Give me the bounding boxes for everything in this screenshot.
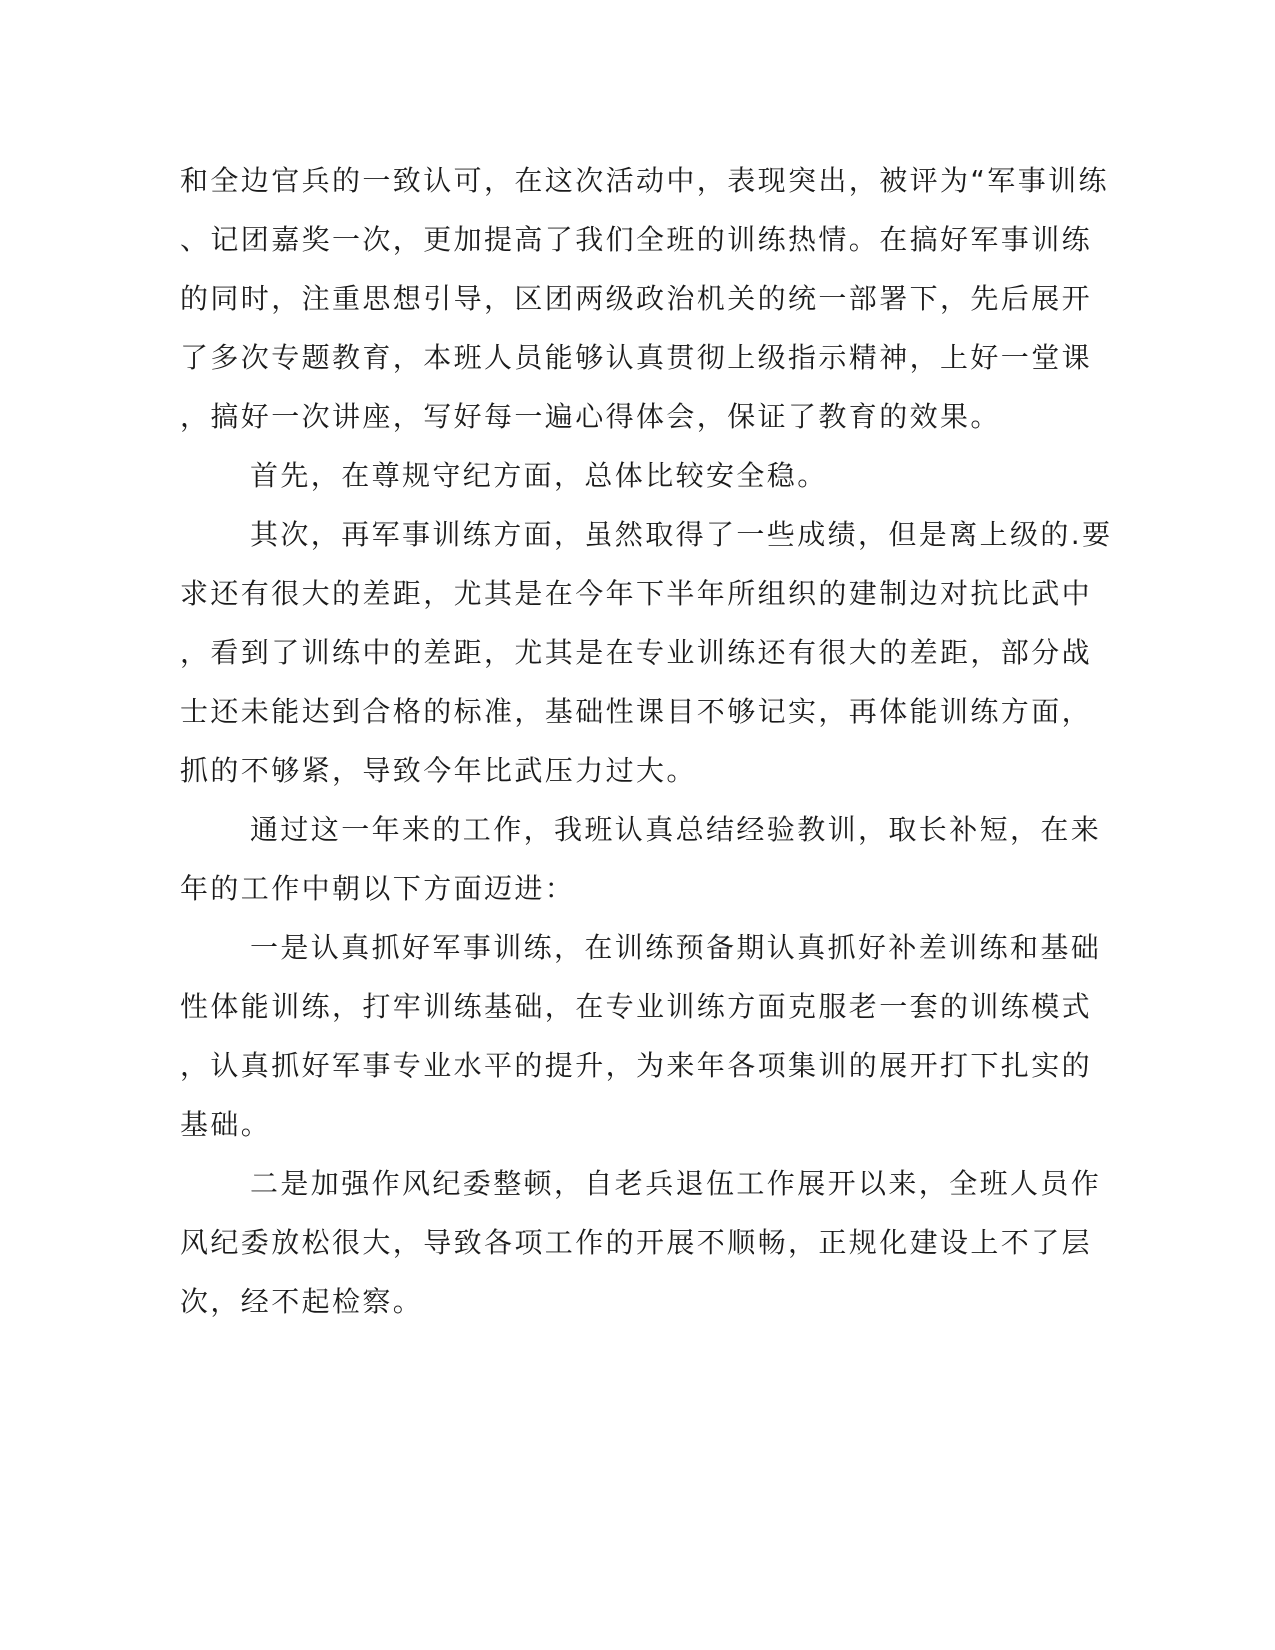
text-line: 基础。 bbox=[180, 1108, 272, 1141]
paragraph-start-line: 一是认真抓好军事训练，在训练预备期认真抓好补差训练和基础 bbox=[250, 931, 1102, 964]
text-line: 次，经不起检察。 bbox=[180, 1285, 424, 1318]
text-line: 、记团嘉奖一次，更加提高了我们全班的训练热情。在搞好军事训练 bbox=[180, 223, 1093, 256]
text-line: 的同时，注重思想引导，区团两级政治机关的统一部署下，先后展开 bbox=[180, 282, 1093, 315]
text-line: 性体能训练，打牢训练基础，在专业训练方面克服老一套的训练模式 bbox=[180, 990, 1093, 1023]
paragraph-start-line: 其次，再军事训练方面，虽然取得了一些成绩，但是离上级的.要 bbox=[250, 518, 1113, 551]
text-line: 了多次专题教育，本班人员能够认真贯彻上级指示精神，上好一堂课 bbox=[180, 341, 1093, 374]
paragraph-start-line: 二是加强作风纪委整顿，自老兵退伍工作展开以来，全班人员作 bbox=[250, 1167, 1102, 1200]
text-line: ，搞好一次讲座，写好每一遍心得体会，保证了教育的效果。 bbox=[180, 400, 1001, 433]
paragraph-start-line: 首先，在尊规守纪方面，总体比较安全稳。 bbox=[250, 459, 828, 492]
text-line: 求还有很大的差距，尤其是在今年下半年所组织的建制边对抗比武中 bbox=[180, 577, 1093, 610]
text-line: 士还未能达到合格的标准，基础性课目不够记实，再体能训练方面， bbox=[180, 695, 1093, 728]
text-line: 年的工作中朝以下方面迈进： bbox=[180, 872, 576, 905]
text-line: 风纪委放松很大，导致各项工作的开展不顺畅，正规化建设上不了层 bbox=[180, 1226, 1093, 1259]
text-line: 抓的不够紧，导致今年比武压力过大。 bbox=[180, 754, 697, 787]
text-line: ，看到了训练中的差距，尤其是在专业训练还有很大的差距，部分战 bbox=[180, 636, 1093, 669]
text-line: 和全边官兵的一致认可，在这次活动中，表现突出，被评为“军事训练 bbox=[180, 164, 1109, 197]
paragraph-start-line: 通过这一年来的工作，我班认真总结经验教训，取长补短，在来 bbox=[250, 813, 1102, 846]
text-line: ，认真抓好军事专业水平的提升，为来年各项集训的展开打下扎实的 bbox=[180, 1049, 1093, 1082]
